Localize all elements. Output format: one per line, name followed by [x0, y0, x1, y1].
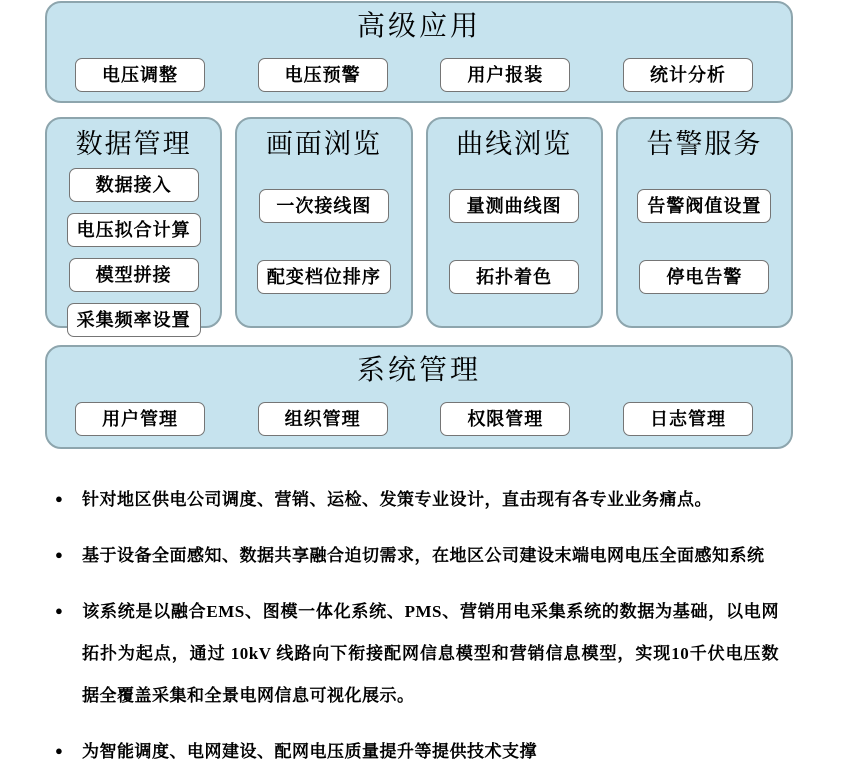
feature-button-transformer-tap-sorting[interactable]: 配变档位排序 [257, 260, 391, 294]
panel-curve-browsing-title: 曲线浏览 [456, 129, 573, 159]
feature-button-primary-wiring-diagram[interactable]: 一次接线图 [259, 189, 389, 223]
feature-button-data-access[interactable]: 数据接入 [69, 168, 199, 202]
panel-alarm-service-title: 告警服务 [646, 129, 763, 159]
feature-diagram [45, 0, 793, 449]
bullet-item: ● 针对地区供电公司调度、营销、运检、发策专业设计，直击现有各专业业务痛点。 [55, 478, 779, 521]
feature-button-user-installation[interactable]: 用户报装 [440, 58, 570, 92]
description-bullet-list [55, 478, 779, 767]
panel-advanced-apps [45, 1, 793, 103]
feature-button-model-splicing[interactable]: 模型拼接 [69, 258, 199, 292]
feature-button-permission-management[interactable]: 权限管理 [440, 402, 570, 436]
panel-curve-browsing [426, 117, 603, 328]
feature-button-voltage-warning[interactable]: 电压预警 [258, 58, 388, 92]
panel-system-management-title: 系统管理 [356, 355, 481, 386]
feature-button-org-management[interactable]: 组织管理 [258, 402, 388, 436]
panel-system-management [45, 345, 793, 449]
feature-button-log-management[interactable]: 日志管理 [623, 402, 753, 436]
feature-button-user-management[interactable]: 用户管理 [75, 402, 205, 436]
panel-screen-browsing-title: 画面浏览 [265, 129, 382, 159]
bullet-item: ● 基于设备全面感知、数据共享融合迫切需求，在地区公司建设末端电网电压全面感知系统 [55, 534, 779, 577]
feature-button-alarm-threshold[interactable]: 告警阀值设置 [637, 189, 771, 223]
feature-button-measurement-curve[interactable]: 量测曲线图 [449, 189, 579, 223]
panel-data-management [45, 117, 222, 328]
bullet-item: ● 该系统是以融合EMS、图模一体化系统、PMS、营销用电采集系统的数据为基础，以电网拓扑为起点，通过 10kV 线路向下衔接配网信息模型和营销信息模型，实现10千伏电压数据全覆盖采集和全景电网信息可视化展示。 [55, 590, 779, 717]
feature-button-statistics[interactable]: 统计分析 [623, 58, 753, 92]
feature-button-voltage-fitting-calc[interactable]: 电压拟合计算 [67, 213, 201, 247]
panel-advanced-apps-title: 高级应用 [356, 11, 481, 42]
panel-alarm-service [616, 117, 793, 328]
feature-button-outage-alarm[interactable]: 停电告警 [639, 260, 769, 294]
system-management-button-row [47, 402, 791, 436]
feature-button-voltage-adjust[interactable]: 电压调整 [75, 58, 205, 92]
panel-screen-browsing [235, 117, 412, 328]
middle-panel-row [45, 117, 793, 328]
bullet-item: ● 为智能调度、电网建设、配网电压质量提升等提供技术支撑 [55, 730, 779, 767]
advanced-apps-button-row [47, 58, 791, 92]
feature-button-sampling-frequency[interactable]: 采集频率设置 [67, 303, 201, 337]
feature-button-topology-coloring[interactable]: 拓扑着色 [449, 260, 579, 294]
panel-data-management-title: 数据管理 [75, 129, 192, 159]
